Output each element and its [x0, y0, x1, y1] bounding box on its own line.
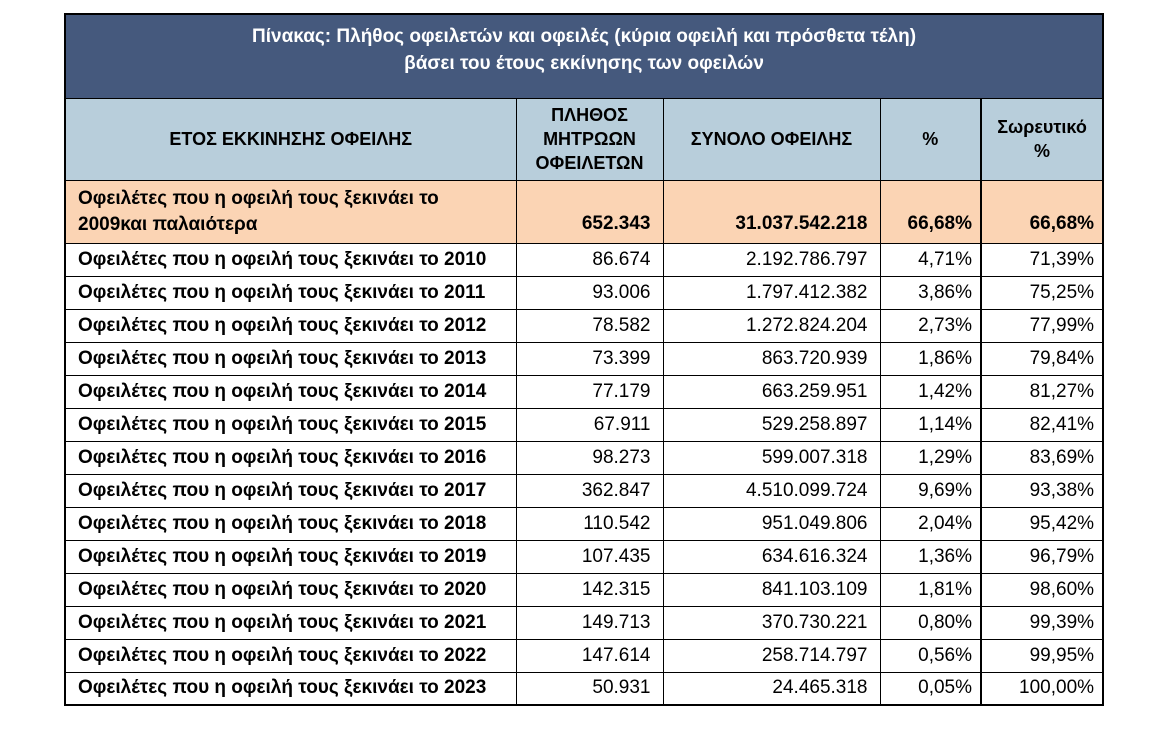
year-label-cell: Οφειλέτες που η οφειλή τους ξεκινάει το 2010 — [65, 243, 516, 276]
count-cell: 67.911 — [516, 408, 663, 441]
cum-pct-cell: 82,41% — [981, 408, 1103, 441]
table-row — [65, 342, 1103, 375]
pct-cell: 66,68% — [880, 180, 981, 243]
year-label-cell: Οφειλέτες που η οφειλή τους ξεκινάει το 2023 — [65, 672, 516, 705]
cum-pct-cell: 99,39% — [981, 606, 1103, 639]
count-cell: 142.315 — [516, 573, 663, 606]
cum-pct-cell: 98,60% — [981, 573, 1103, 606]
cum-pct-cell: 75,25% — [981, 276, 1103, 309]
total-debt-cell: 24.465.318 — [663, 672, 880, 705]
total-debt-cell: 663.259.951 — [663, 375, 880, 408]
total-debt-cell: 599.007.318 — [663, 441, 880, 474]
year-label-cell: Οφειλέτες που η οφειλή τους ξεκινάει το 2018 — [65, 507, 516, 540]
count-cell: 110.542 — [516, 507, 663, 540]
count-cell: 147.614 — [516, 639, 663, 672]
pct-cell: 1,29% — [880, 441, 981, 474]
cum-pct-cell: 100,00% — [981, 672, 1103, 705]
table-row — [65, 408, 1103, 441]
table-row — [65, 243, 1103, 276]
pct-cell: 1,14% — [880, 408, 981, 441]
count-cell: 93.006 — [516, 276, 663, 309]
table-row — [65, 672, 1103, 705]
pct-cell: 2,04% — [880, 507, 981, 540]
year-label-cell: Οφειλέτες που η οφειλή τους ξεκινάει το 2016 — [65, 441, 516, 474]
total-debt-cell: 841.103.109 — [663, 573, 880, 606]
table-title-line-2: βάσει του έτους εκκίνησης των οφειλών — [404, 53, 764, 75]
cum-pct-cell: 99,95% — [981, 639, 1103, 672]
count-cell: 652.343 — [516, 180, 663, 243]
table-title-row — [65, 14, 1103, 98]
table-header-row — [65, 98, 1103, 180]
table-row — [65, 606, 1103, 639]
cum-pct-cell: 83,69% — [981, 441, 1103, 474]
pct-cell: 1,86% — [880, 342, 981, 375]
table-title — [65, 14, 1103, 98]
cum-pct-cell: 96,79% — [981, 540, 1103, 573]
pct-cell: 1,36% — [880, 540, 981, 573]
total-debt-cell: 258.714.797 — [663, 639, 880, 672]
cum-pct-cell: 93,38% — [981, 474, 1103, 507]
total-debt-cell: 31.037.542.218 — [663, 180, 880, 243]
pct-cell: 0,80% — [880, 606, 981, 639]
count-cell: 362.847 — [516, 474, 663, 507]
table-title-line-1: Πίνακας: Πλήθος οφειλετών και οφειλές (κύρια οφειλή και πρόσθετα τέλη) — [252, 26, 917, 48]
table-row — [65, 573, 1103, 606]
cum-pct-cell: 81,27% — [981, 375, 1103, 408]
count-cell: 77.179 — [516, 375, 663, 408]
col-header-pct: % — [880, 98, 981, 180]
col-header-year: ΕΤΟΣ ΕΚΚΙΝΗΣΗΣ ΟΦΕΙΛΗΣ — [65, 98, 516, 180]
total-debt-cell: 1.272.824.204 — [663, 309, 880, 342]
total-debt-cell: 370.730.221 — [663, 606, 880, 639]
count-cell: 86.674 — [516, 243, 663, 276]
table-row — [65, 276, 1103, 309]
year-label-cell: Οφειλέτες που η οφειλή τους ξεκινάει το 2011 — [65, 276, 516, 309]
table-row — [65, 474, 1103, 507]
pct-cell: 9,69% — [880, 474, 981, 507]
total-debt-cell: 2.192.786.797 — [663, 243, 880, 276]
col-header-cum-pct: Σωρευτικό % — [981, 98, 1103, 180]
table-row — [65, 309, 1103, 342]
year-label-cell: Οφειλέτες που η οφειλή τους ξεκινάει το 2019 — [65, 540, 516, 573]
cum-pct-cell: 71,39% — [981, 243, 1103, 276]
table-row — [65, 375, 1103, 408]
pct-cell: 4,71% — [880, 243, 981, 276]
pct-cell: 2,73% — [880, 309, 981, 342]
count-cell: 73.399 — [516, 342, 663, 375]
count-cell: 98.273 — [516, 441, 663, 474]
year-label-cell: Οφειλέτες που η οφειλή τους ξεκινάει το 2021 — [65, 606, 516, 639]
cum-pct-cell: 79,84% — [981, 342, 1103, 375]
count-cell: 149.713 — [516, 606, 663, 639]
cum-pct-cell: 95,42% — [981, 507, 1103, 540]
pct-cell: 3,86% — [880, 276, 981, 309]
cum-pct-cell: 77,99% — [981, 309, 1103, 342]
col-header-total: ΣΥΝΟΛΟ ΟΦΕΙΛΗΣ — [663, 98, 880, 180]
pct-cell: 0,05% — [880, 672, 981, 705]
count-cell: 107.435 — [516, 540, 663, 573]
debtors-by-year-table — [64, 13, 1104, 706]
pct-cell: 1,81% — [880, 573, 981, 606]
table-row — [65, 639, 1103, 672]
year-label-cell: Οφειλέτες που η οφειλή τους ξεκινάει το 2015 — [65, 408, 516, 441]
table-row-highlight — [65, 180, 1103, 243]
pct-cell: 0,56% — [880, 639, 981, 672]
year-label-cell: Οφειλέτες που η οφειλή τους ξεκινάει το 2009και παλαιότερα — [65, 180, 516, 243]
year-label-cell: Οφειλέτες που η οφειλή τους ξεκινάει το 2012 — [65, 309, 516, 342]
table-row — [65, 441, 1103, 474]
col-header-count: ΠΛΗΘΟΣ ΜΗΤΡΩΩΝ ΟΦΕΙΛΕΤΩΝ — [516, 98, 663, 180]
count-cell: 78.582 — [516, 309, 663, 342]
year-label-cell: Οφειλέτες που η οφειλή τους ξεκινάει το 2014 — [65, 375, 516, 408]
total-debt-cell: 1.797.412.382 — [663, 276, 880, 309]
year-label-cell: Οφειλέτες που η οφειλή τους ξεκινάει το 2013 — [65, 342, 516, 375]
total-debt-cell: 863.720.939 — [663, 342, 880, 375]
table-row — [65, 540, 1103, 573]
total-debt-cell: 634.616.324 — [663, 540, 880, 573]
cum-pct-cell: 66,68% — [981, 180, 1103, 243]
year-label-cell: Οφειλέτες που η οφειλή τους ξεκινάει το 2017 — [65, 474, 516, 507]
total-debt-cell: 4.510.099.724 — [663, 474, 880, 507]
pct-cell: 1,42% — [880, 375, 981, 408]
total-debt-cell: 951.049.806 — [663, 507, 880, 540]
year-label-cell: Οφειλέτες που η οφειλή τους ξεκινάει το 2022 — [65, 639, 516, 672]
count-cell: 50.931 — [516, 672, 663, 705]
year-label-cell: Οφειλέτες που η οφειλή τους ξεκινάει το 2020 — [65, 573, 516, 606]
total-debt-cell: 529.258.897 — [663, 408, 880, 441]
table-row — [65, 507, 1103, 540]
